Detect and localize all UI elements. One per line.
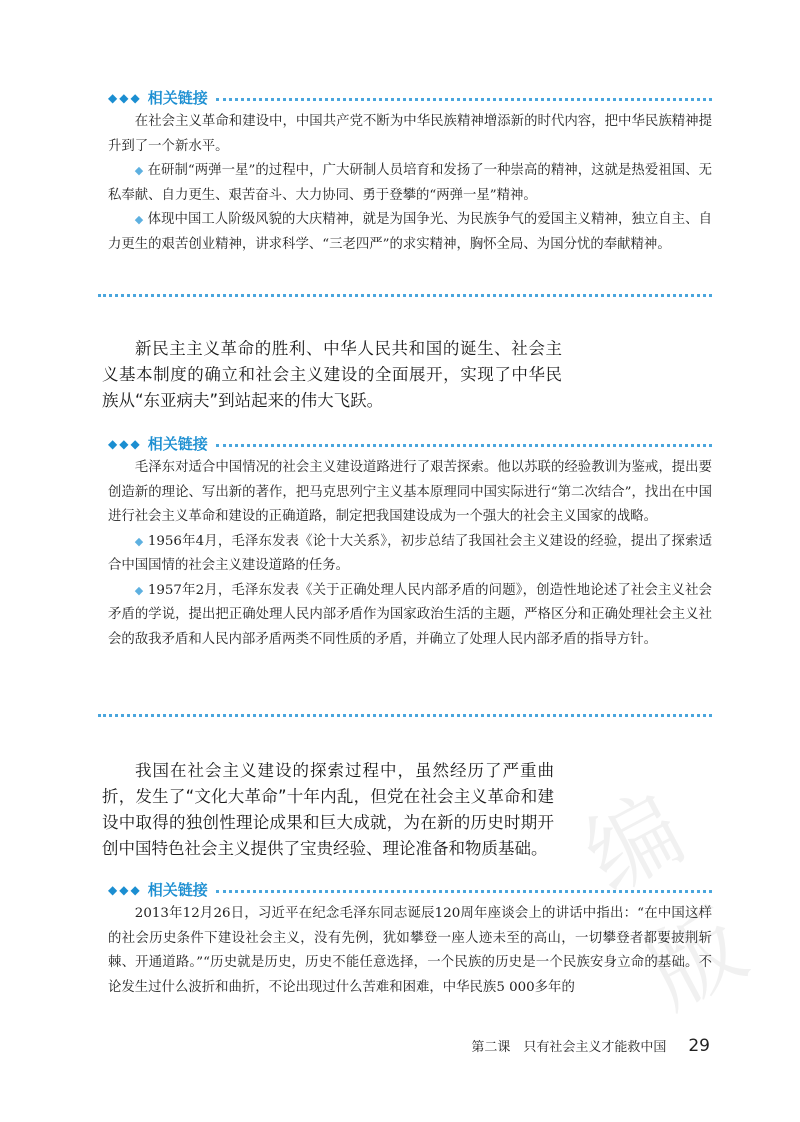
- dotted-rule: [216, 444, 712, 447]
- bullet-diamond-icon: ◆: [134, 583, 144, 597]
- box-title: 相关链接: [147, 89, 208, 107]
- box-body: [108, 108, 712, 257]
- watermark: 编版: [568, 772, 766, 1029]
- bullet-text: 1956年4月，毛泽东发表《论十大关系》，初步总结了我国社会主义建设的经验，提出了探索适合中国国情的社会主义建设道路的任务。: [108, 533, 712, 573]
- box-title: 相关链接: [147, 435, 208, 453]
- box-paragraph: 在社会主义革命和建设中，中国共产党不断为中华民族精神增添新的时代内容，把中华民族精神提升到了一个新水平。: [108, 114, 712, 154]
- main-paragraph-1: [102, 336, 562, 414]
- box-paragraph: 毛泽东对适合中国情况的社会主义建设道路进行了艰苦探索。他以苏联的经验教训为鉴戒，提出要创造新的理论、写出新的著作，把马克思列宁主义基本原理同中国实际进行“第二次结合”，找出在中国进行社会主义革命和建设的正确道路，制定把我国建设成为一个强大的社会主义国家的战略。: [108, 460, 712, 524]
- dotted-rule: [216, 890, 712, 893]
- box-bullet: [108, 579, 712, 653]
- chapter-title: 第二课 只有社会主义才能救中国: [471, 1040, 667, 1055]
- box-bullet: [108, 530, 712, 579]
- dotted-rule: [216, 98, 712, 101]
- page-number: 29: [688, 1036, 710, 1056]
- main-paragraph-2: [102, 758, 554, 862]
- bullet-text: 在研制“两弹一星”的过程中，广大研制人员培育和发扬了一种崇高的精神，这就是热爱祖国、无私奉献、自力更生、艰苦奋斗、大力协同、勇于登攀的“两弹一星”精神。: [108, 163, 712, 203]
- box-body: [108, 900, 712, 1000]
- main-text: 我国在社会主义建设的探索过程中，虽然经历了严重曲折，发生了“文化大革命”十年内乱，但党在社会主义革命和建设中取得的独创性理论成果和巨大成就，为在新的历史时期开创中国特色社会主义提供了宝贵经验、理论准备和物质基础。: [102, 761, 554, 858]
- bullet-text: 体现中国工人阶级风貌的大庆精神，就是为国争光、为民族争气的爱国主义精神，独立自主、自力更生的艰苦创业精神，讲求科学、“三老四严”的求实精神，胸怀全局、为国分忧的奉献精神。: [108, 212, 712, 252]
- box-bottom-rule: [98, 294, 712, 297]
- box-header: [108, 880, 712, 900]
- diamond-icon: ◆◆◆: [108, 883, 142, 897]
- box-bottom-rule: [98, 714, 712, 717]
- related-link-box-1: [108, 88, 712, 257]
- box-header: [108, 434, 712, 454]
- diamond-icon: ◆◆◆: [108, 437, 142, 451]
- bullet-diamond-icon: ◆: [134, 534, 144, 548]
- box-title: 相关链接: [147, 881, 208, 899]
- main-text: 新民主主义革命的胜利、中华人民共和国的诞生、社会主义基本制度的确立和社会主义建设的全面展开，实现了中华民族从“东亚病夫”到站起来的伟大飞跃。: [102, 339, 562, 410]
- page-footer: [470, 1036, 710, 1056]
- related-link-box-2: [108, 434, 712, 652]
- diamond-icon: ◆◆◆: [108, 91, 142, 105]
- bullet-diamond-icon: ◆: [134, 213, 144, 226]
- box-body: [108, 454, 712, 652]
- related-link-box-3: [108, 880, 712, 1000]
- box-header: [108, 88, 712, 108]
- box-bullet: [108, 159, 712, 208]
- bullet-text: 1957年2月，毛泽东发表《关于正确处理人民内部矛盾的问题》，创造性地论述了社会主义社会矛盾的学说，提出把正确处理人民内部矛盾作为国家政治生活的主题，严格区分和正确处理社会主义社会的敌我矛盾和人民内部矛盾两类不同性质的矛盾，并确立了处理人民内部矛盾的指导方针。: [108, 582, 712, 647]
- box-bullet: [108, 208, 712, 257]
- bullet-diamond-icon: ◆: [134, 164, 144, 177]
- box-paragraph: 2013年12月26日，习近平在纪念毛泽东同志诞辰120周年座谈会上的讲话中指出：“在中国这样的社会历史条件下建设社会主义，没有先例，犹如攀登一座人迹未至的高山，一切攀登者都要披荆斩棘、开通道路。”“历史就是历史，历史不能任意选择，一个民族的历史是一个民族安身立命的基础。不论发生过什么波折和曲折，不论出现过什么苦难和困难，中华民族5 000多年的: [108, 906, 712, 995]
